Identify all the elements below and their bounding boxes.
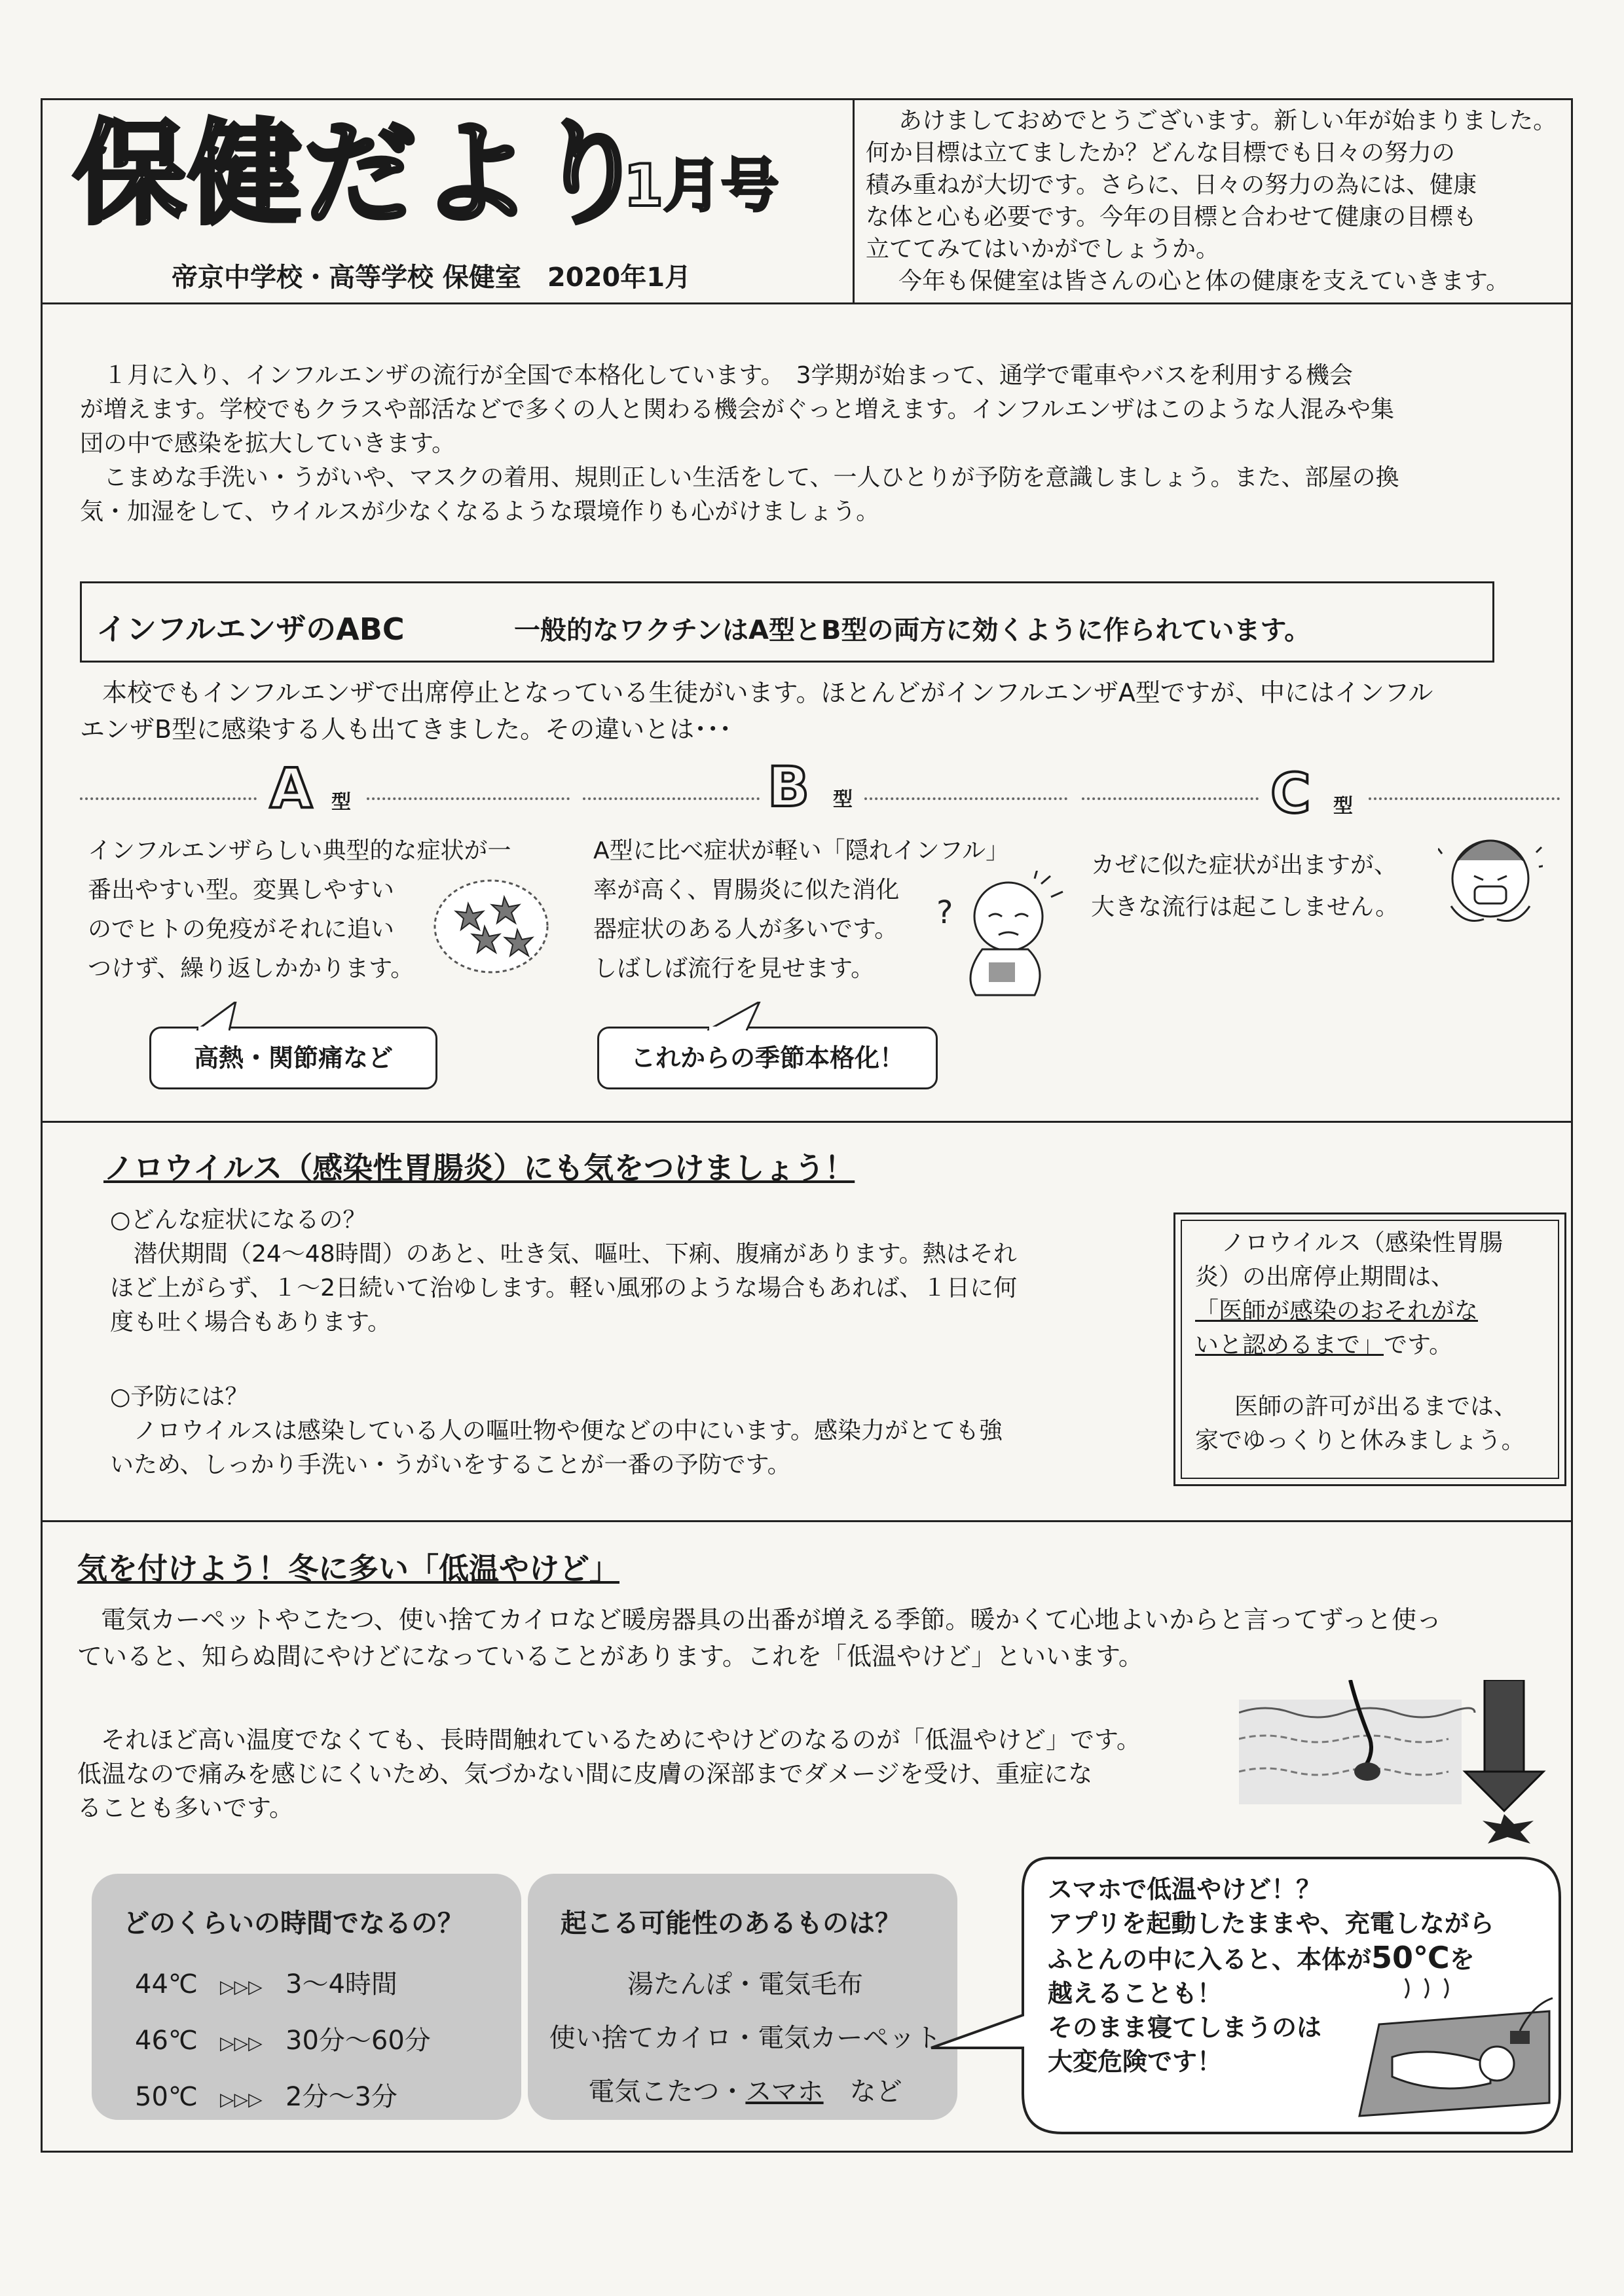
cold-child-illustration bbox=[1438, 828, 1543, 932]
skin-damage-illustration bbox=[1239, 1680, 1547, 1844]
intro-paragraph: １月に入り、インフルエンザの流行が全国で本格化しています。 3学期が始まって、通学で電車やバスを利用する機会 が増えます。学校でもクラスや部活などで多くの人と関わる機会がぐっと増えます。インフルエンザはこのような人混みや集 団の中で感染を拡大していきます。 こまめな手洗い・うがいや、マスクの着用、規則正しい生活をして、一人ひとりが予防を意識しましょう。また、部屋の換 気・加湿をして、ウイルスが少なくなるような環境作りも心がけましょう。 bbox=[80, 362, 1399, 525]
type-a-callout: 高熱・関節痛など bbox=[149, 1027, 437, 1089]
dotted-line bbox=[583, 797, 760, 800]
divider-burn bbox=[41, 1520, 1573, 1522]
noro-question-2: ○予防には？ bbox=[110, 1383, 249, 1410]
type-b-letter: B bbox=[767, 755, 810, 819]
type-a-letter: A bbox=[270, 756, 313, 820]
type-c-suffix: 型 bbox=[1333, 795, 1353, 818]
burn-heading: 気を付けよう！冬に多い「低温やけど」 bbox=[77, 1551, 619, 1586]
burn-time-board bbox=[92, 1874, 521, 2120]
sleeping-child-illustration bbox=[1353, 1972, 1562, 2123]
callout-pointer bbox=[196, 1002, 249, 1030]
noro-heading: ノロウイルス（感染性胃腸炎）にも気をつけましょう！ bbox=[103, 1150, 855, 1186]
noro-prevention: ○予防には？ ノロウイルスは感染している人の嘔吐物や便などの中にいます。感染力がとても強 いため、しっかり手洗い・うがいをすることが一番の予防です。 bbox=[110, 1380, 1158, 1482]
dotted-line bbox=[864, 797, 1067, 800]
flu-heading: インフルエンザのABC bbox=[96, 611, 405, 647]
burn-time-row: 44℃ ▷▷▷ 3～4時間 bbox=[135, 1969, 397, 1999]
type-b-description: A型に比べ症状が軽い「隠れインフル」 率が高く、胃腸炎に似た消化 器症状のある人が多いです。 しばしば流行を見せます。 bbox=[593, 837, 1010, 982]
burn-paragraph-1: 電気カーペットやこたつ、使い捨てカイロなど暖房器具の出番が増える季節。暖かくて心地よいからと言ってずっと使っ ていると、知らぬ間にやけどになっていることがあります。これを「低温やけど」といいます。 bbox=[77, 1605, 1442, 1671]
virus-illustration bbox=[432, 877, 550, 975]
type-a-description: インフルエンザらしい典型的な症状が一 番出やすい型。変異しやすい のでヒトの免疫がそれに追い つけず、繰り返しかかります。 bbox=[88, 837, 511, 982]
dotted-line bbox=[1082, 797, 1259, 800]
divider-header bbox=[41, 302, 1573, 304]
dotted-line bbox=[1369, 797, 1560, 800]
svg-text:?: ? bbox=[936, 894, 953, 931]
burn-items-list bbox=[542, 1958, 948, 2119]
type-c-letter: C bbox=[1270, 761, 1311, 826]
noro-symptoms: ○どんな症状になるの？ 潜伏期間（24～48時間）のあと、吐き気、嘔吐、下痢、腹痛があります。熱はそれ ほど上がらず、１～2日続いて治ゆします。軽い風邪のような場合もあれば、１日に何 度も吐く場合もあります。 bbox=[110, 1203, 1158, 1339]
type-c-description: カゼに似た症状が出ますが、 大きな流行は起こしません。 bbox=[1091, 852, 1399, 920]
sick-person-illustration bbox=[923, 871, 1074, 1002]
burn-time-row: 46℃ ▷▷▷ 30分～60分 bbox=[135, 2026, 431, 2056]
header-divider bbox=[853, 98, 855, 302]
burn-item: 使い捨てカイロ・電気カーペット bbox=[549, 2023, 942, 2053]
type-b-callout: これからの季節本格化！ bbox=[597, 1027, 938, 1089]
greeting-text: あけましておめでとうございます。新しい年が始まりました。 何か目標は立てましたか？どんな目標でも日々の努力の 積み重ねが大切です。さらに、日々の努力の為には、健康 な体と心も必要です。今年の目標と合わせて健康の目標も 立ててみてはいかがでしょうか。 今年も保健室は皆さんの心と体の健康を支えていきます。 bbox=[866, 107, 1557, 295]
burn-item: 電気こたつ・スマホ など bbox=[588, 2077, 902, 2107]
issue-label: 1月号 bbox=[623, 152, 779, 219]
burn-paragraph-2: それほど高い温度でなくても、長時間触れているためにやけどのなるのが「低温やけど」です。 低温なので痛みを感じにくいため、気づかない間に皮膚の深部までダメージを受け、重症にな ることも多いです。 bbox=[77, 1726, 1141, 1822]
flu-vaccine-note: 一般的なワクチンはA型とB型の両方に効くように作られています。 bbox=[514, 615, 1311, 646]
burn-time-title: どのくらいの時間でなるの？ bbox=[123, 1908, 464, 1939]
type-b-suffix: 型 bbox=[833, 788, 853, 811]
flu-heading-box bbox=[80, 581, 1494, 663]
burn-items-board bbox=[528, 1874, 957, 2120]
smartphone-bubble-text: スマホで低温やけど！？ アプリを起動したままや、充電しながら ふとんの中に入ると、本体が50℃を 越えることも！ そのまま寝てしまうのは 大変危険です！ bbox=[1048, 1875, 1494, 2076]
dotted-line bbox=[80, 797, 257, 800]
newsletter-title: 保健だより bbox=[73, 108, 650, 240]
callout-pointer bbox=[707, 1002, 773, 1030]
burn-time-row: 50℃ ▷▷▷ 2分～3分 bbox=[135, 2082, 397, 2112]
burn-items-title: 起こる可能性のあるものは？ bbox=[561, 1908, 901, 1939]
flu-intro: 本校でもインフルエンザで出席停止となっている生徒がいます。ほとんどがインフルエンザA型ですが、中にはインフル エンザB型に感染する人も出てきました。その違いとは･･･ bbox=[80, 678, 1433, 744]
divider-noro bbox=[41, 1121, 1573, 1123]
burn-time-table bbox=[135, 1958, 515, 2126]
noro-attendance-box: ノロウイルス（感染性胃腸 炎）の出席停止期間は、 「医師が感染のおそれがな いと認めるまで」です。 医師の許可が出るまでは、 家でゆっくりと休みましょう。 bbox=[1173, 1212, 1566, 1486]
noro-question-1: ○どんな症状になるの？ bbox=[110, 1207, 367, 1233]
dotted-line bbox=[367, 797, 570, 800]
type-a-suffix: 型 bbox=[331, 791, 351, 814]
burn-item: 湯たんぽ・電気毛布 bbox=[627, 1969, 863, 1999]
school-name: 帝京中学校・高等学校 保健室 2020年1月 bbox=[172, 263, 692, 293]
